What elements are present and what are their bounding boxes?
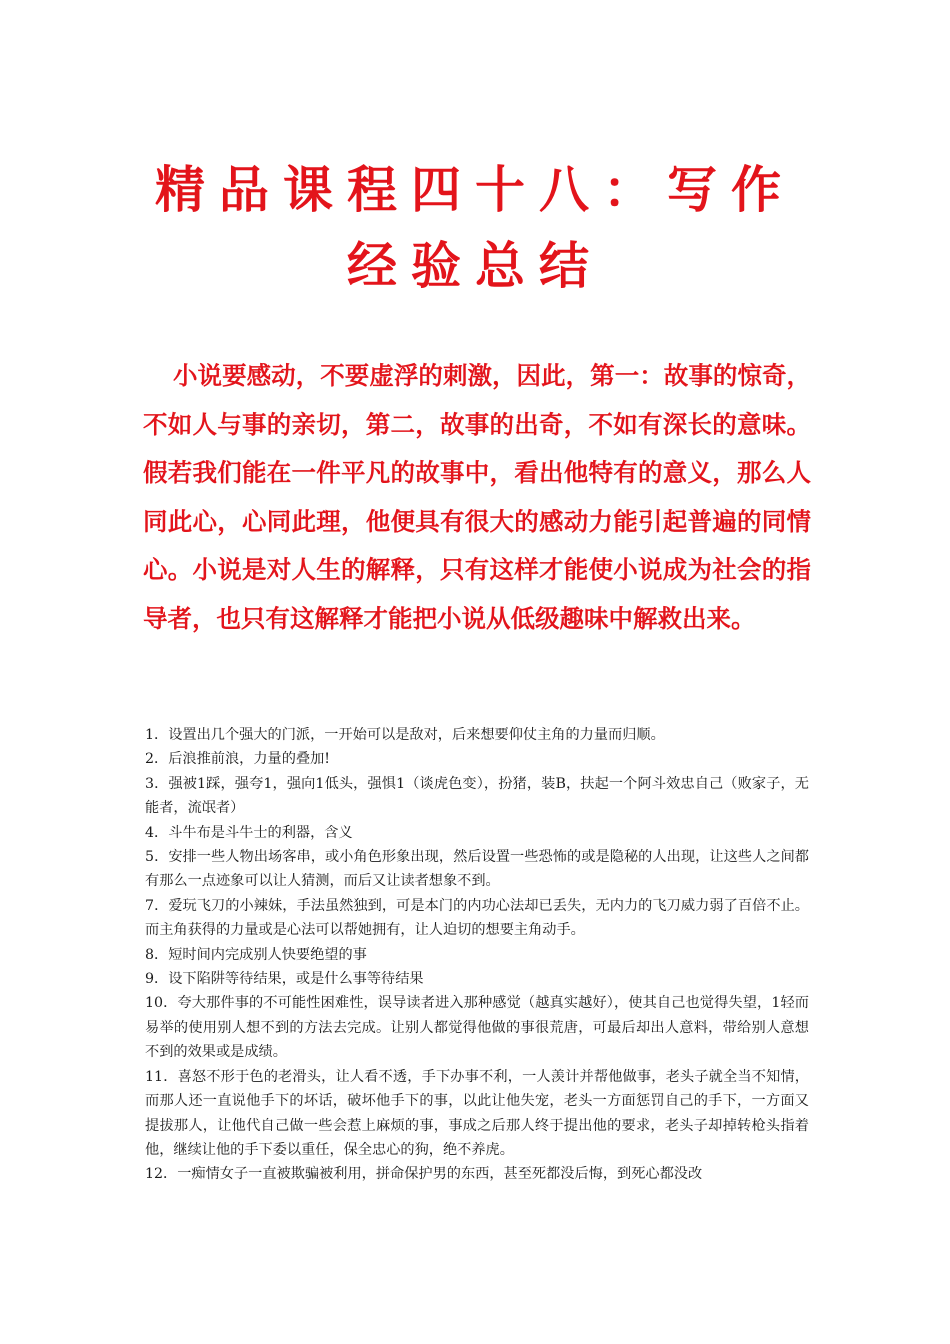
tips-list <box>145 723 809 1187</box>
list-item: 9．设下陷阱等待结果，或是什么事等待结果 <box>145 971 424 988</box>
list-item: 7．爱玩飞刀的小辣妹，手法虽然独到，可是本门的内功心法却已丢失，无内力的飞刀威力弱了百倍不止。而主角获得的力量或是心法可以帮她拥有，让人迫切的想要主角动手。 <box>145 897 809 939</box>
list-item: 3．强被1踩，强夸1，强向1低头，强惧1（谈虎色变），扮猪，装B，扶起一个阿斗效忠自己（败家子，无能者，流氓者） <box>145 775 809 817</box>
intro-paragraph: 小说要感动，不要虚浮的刺激，因此，第一：故事的惊奇，不如人与事的亲切，第二，故事的出奇，不如有深长的意味。假若我们能在一件平凡的故事中，看出他特有的意义，那么人同此心，心同此理，他便具有很大的感动力能引起普遍的同情心。小说是对人生的解释，只有这样才能使小说成为社会的指导者，也只有这解释才能把小说从低级趣味中解救出来。 <box>143 361 811 633</box>
list-item: 8．短时间内完成别人快要绝望的事 <box>145 946 367 963</box>
list-item: 1．设置出几个强大的门派，一开始可以是敌对，后来想要仰仗主角的力量而归顺。 <box>145 727 665 743</box>
document-title: 精品课程四十八：写作经验总结 <box>155 160 795 295</box>
list-item: 12．一痴情女子一直被欺骗被利用，拼命保护男的东西，甚至死都没后悔，到死心都没改 <box>145 1166 703 1183</box>
list-item: 5．安排一些人物出场客串，或小角色形象出现，然后设置一些恐怖的或是隐秘的人出现，让这些人之间都有那么一点迹象可以让人猜测，而后又让读者想象不到。 <box>145 849 809 890</box>
list-item: 2．后浪推前浪，力量的叠加! <box>145 751 330 768</box>
list-item: 11．喜怒不形于色的老滑头，让人看不透，手下办事不利，一人羡计并帮他做事，老头子就全当不知情，而那人还一直说他手下的坏话，破坏他手下的事，以此让他失宠，老头一方面惩罚自己的手下，一方面又提拔那人，让他代自己做一些会惹上麻烦的事，事成之后那人终于提出他的要求，老头子却掉转枪头指着他，继续让他的手下委以重任，保全忠心的狗，绝不养虎。 <box>145 1068 809 1158</box>
list-item: 4．斗牛布是斗牛士的利器，含义 <box>145 824 353 841</box>
list-item: 10．夸大那件事的不可能性困难性，误导读者进入那种感觉（越真实越好），使其自己也觉得失望，1轻而易举的使用别人想不到的方法去完成。让别人都觉得他做的事很荒唐，可最后却出人意料，带给别人意想不到的效果或是成绩。 <box>145 995 809 1061</box>
